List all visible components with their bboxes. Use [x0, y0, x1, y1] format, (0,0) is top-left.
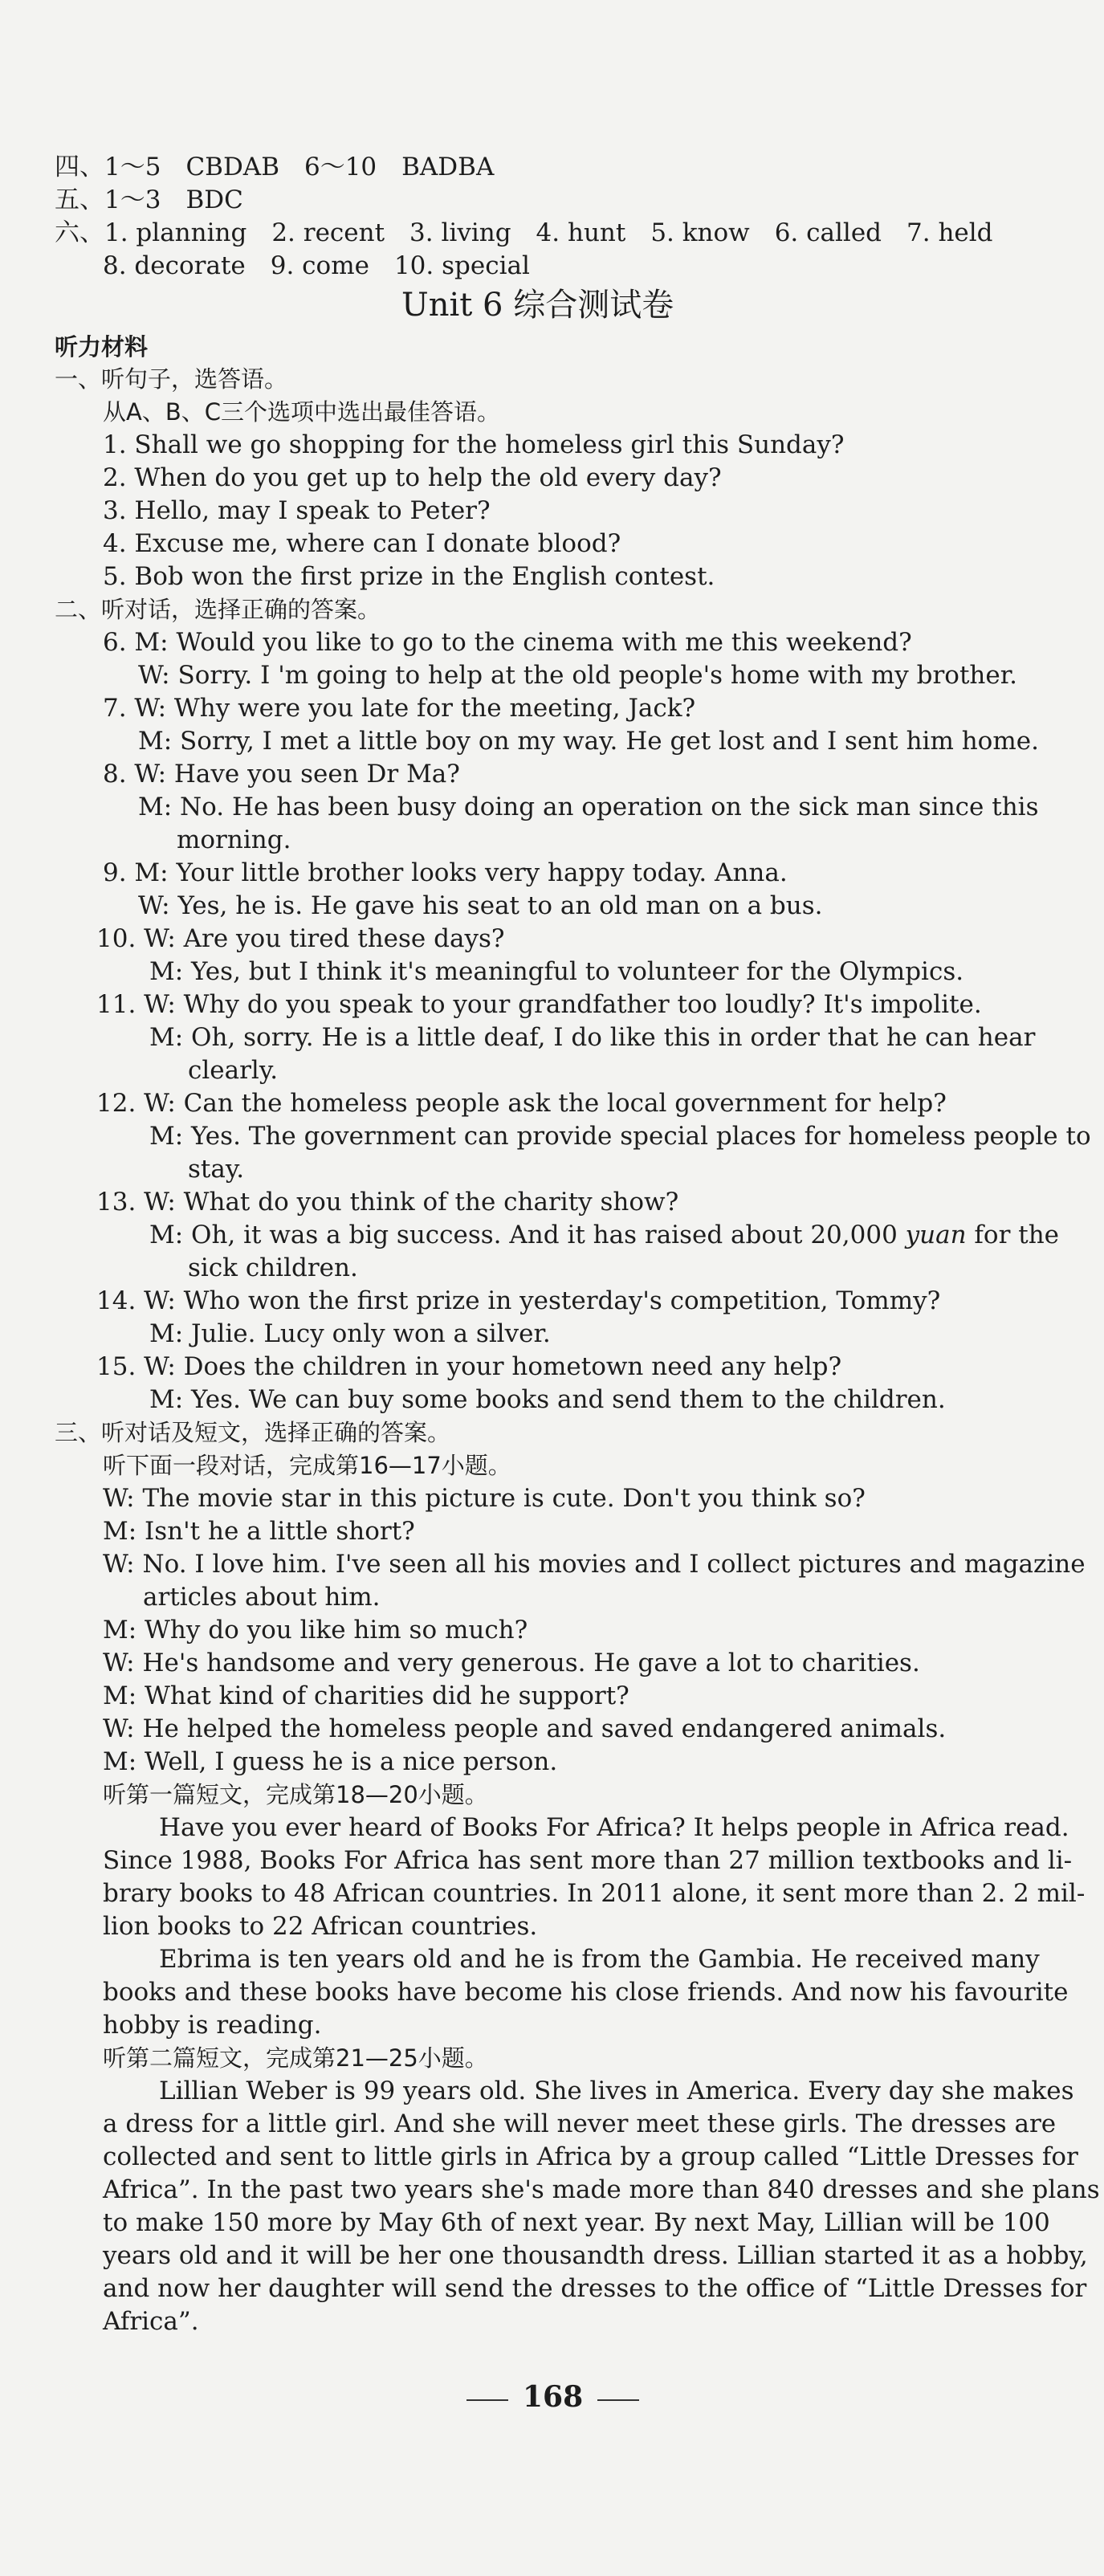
convo-line-2: M: Isn't he a little short? — [103, 1517, 415, 1546]
sentence-2: 2. When do you get up to help the old every day? — [103, 463, 722, 492]
dialog-9-line1: 9. M: Your little brother looks very happy today. Anna. — [103, 858, 788, 887]
passage2-line: a dress for a little girl. And she will never meet these girls. The dresses are — [103, 2109, 1057, 2138]
answer-row-5: 五、1～3 BDC — [55, 185, 243, 214]
dialog-11-line3: clearly. — [188, 1056, 279, 1085]
dialog-11-line1: 11. W: Why do you speak to your grandfather too loudly? It's impolite. — [96, 990, 982, 1019]
passage2-line: and now her daughter will send the dresses to the office of “Little Dresses for — [103, 2274, 1087, 2303]
dialog-6-line2: W: Sorry. I 'm going to help at the old people's home with my brother. — [138, 661, 1017, 690]
dialog-13-line3: sick children. — [188, 1253, 358, 1282]
section1-heading: 一、听句子，选答语。 — [55, 365, 288, 393]
passage2-line: Africa”. In the past two years she's made more than 840 dresses and she plans — [103, 2175, 1100, 2204]
dialog-11-line2: M: Oh, sorry. He is a little deaf, I do like this in order that he can hear — [149, 1023, 1036, 1052]
dialog-13-line2-post: for the — [966, 1221, 1060, 1249]
section1-instruction: 从A、B、C三个选项中选出最佳答语。 — [103, 398, 500, 426]
sentence-4: 4. Excuse me, where can I donate blood? — [103, 529, 621, 558]
convo-line-3: W: No. I love him. I've seen all his movies and I collect pictures and magazine — [103, 1550, 1086, 1579]
convo-line-8: M: Well, I guess he is a nice person. — [103, 1747, 558, 1776]
dialog-6-line1: 6. M: Would you like to go to the cinema with me this weekend? — [103, 628, 912, 657]
passage2-intro: 听第二篇短文，完成第21—25小题。 — [103, 2044, 488, 2072]
passage2-line: years old and it will be her one thousandth dress. Lillian started it as a hobby, — [103, 2241, 1088, 2270]
page-number: 168 — [523, 2380, 584, 2414]
dialog-13-line2-pre: M: Oh, it was a big success. And it has raised about 20,000 — [149, 1221, 906, 1249]
dialog-7-line2: M: Sorry, I met a little boy on my way. He get lost and I sent him home. — [138, 727, 1039, 756]
dialog-14-line2: M: Julie. Lucy only won a silver. — [149, 1319, 551, 1348]
passage1-intro: 听第一篇短文，完成第18—20小题。 — [103, 1781, 488, 1808]
dialog-8-line2: M: No. He has been busy doing an operation on the sick man since this — [138, 793, 1039, 821]
passage1-line: brary books to 48 African countries. In 2011 alone, it sent more than 2. 2 mil- — [103, 1879, 1086, 1908]
dialog-13-line1: 13. W: What do you think of the charity show? — [96, 1188, 679, 1217]
passage2-line: Lillian Weber is 99 years old. She lives in America. Every day she makes — [159, 2077, 1074, 2105]
passage1-line: hobby is reading. — [103, 2011, 322, 2040]
dialog-15-line2: M: Yes. We can buy some books and send them to the children. — [149, 1385, 946, 1414]
passage1-line: Have you ever heard of Books For Africa? It helps people in Africa read. — [159, 1813, 1069, 1842]
dialog-12-line2: M: Yes. The government can provide special places for homeless people to — [149, 1122, 1091, 1151]
convo-line-4: M: Why do you like him so much? — [103, 1616, 528, 1645]
dialog-13-line2 — [149, 1219, 1059, 1252]
passage1-line: books and these books have become his close friends. And now his favourite — [103, 1978, 1069, 2007]
dialog-8-line1: 8. W: Have you seen Dr Ma? — [103, 760, 460, 789]
passage1-line: Since 1988, Books For Africa has sent more than 27 million textbooks and li- — [103, 1846, 1073, 1875]
dialog-10-line1: 10. W: Are you tired these days? — [96, 924, 505, 953]
convo-line-6: M: What kind of charities did he support? — [103, 1681, 629, 1710]
passage2-line: to make 150 more by May 6th of next year. By next May, Lillian will be 100 — [103, 2208, 1050, 2237]
section3-heading: 三、听对话及短文，选择正确的答案。 — [55, 1419, 451, 1446]
yuan-word: yuan — [905, 1221, 967, 1249]
dialog-9-line2: W: Yes, he is. He gave his seat to an old man on a bus. — [138, 891, 823, 920]
page-title: Unit 6 综合测试卷 — [401, 287, 674, 324]
section2-heading: 二、听对话，选择正确的答案。 — [55, 596, 381, 623]
passage1-line: lion books to 22 African countries. — [103, 1912, 538, 1941]
answer-row-6a: 六、1. planning 2. recent 3. living 4. hunt 5. know 6. called 7. held — [55, 218, 993, 247]
dialog-intro: 听下面一段对话，完成第16—17小题。 — [103, 1452, 511, 1479]
convo-line-7: W: He helped the homeless people and saved endangered animals. — [103, 1714, 947, 1743]
dialog-15-line1: 15. W: Does the children in your hometown need any help? — [96, 1352, 842, 1381]
passage2-line: collected and sent to little girls in Africa by a group called “Little Dresses for — [103, 2142, 1078, 2171]
convo-line-1: W: The movie star in this picture is cute. Don't you think so? — [103, 1484, 866, 1513]
dialog-12-line3: stay. — [188, 1155, 245, 1184]
page-footer — [452, 2381, 654, 2415]
dialog-7-line1: 7. W: Why were you late for the meeting, Jack? — [103, 694, 696, 723]
sentence-3: 3. Hello, may I speak to Peter? — [103, 496, 491, 525]
answer-row-6b: 8. decorate 9. come 10. special — [103, 251, 530, 280]
dialog-8-line3: morning. — [177, 825, 291, 854]
dialog-12-line1: 12. W: Can the homeless people ask the local government for help? — [96, 1089, 947, 1118]
sentence-5: 5. Bob won the first prize in the English contest. — [103, 562, 715, 591]
convo-line-3b: articles about him. — [143, 1583, 381, 1612]
convo-line-5: W: He's handsome and very generous. He gave a lot to charities. — [103, 1649, 920, 1677]
answer-row-4: 四、1～5 CBDAB 6～10 BADBA — [55, 153, 495, 181]
passage2-line: Africa”. — [103, 2307, 199, 2336]
listening-header: 听力材料 — [55, 333, 149, 361]
sentence-1: 1. Shall we go shopping for the homeless girl this Sunday? — [103, 430, 845, 459]
dialog-14-line1: 14. W: Who won the first prize in yesterday's competition, Tommy? — [96, 1286, 941, 1315]
dialog-10-line2: M: Yes, but I think it's meaningful to volunteer for the Olympics. — [149, 957, 964, 986]
passage1-line: Ebrima is ten years old and he is from the Gambia. He received many — [159, 1945, 1040, 1974]
footer-dash-left — [466, 2399, 508, 2401]
footer-dash-right — [597, 2399, 639, 2401]
